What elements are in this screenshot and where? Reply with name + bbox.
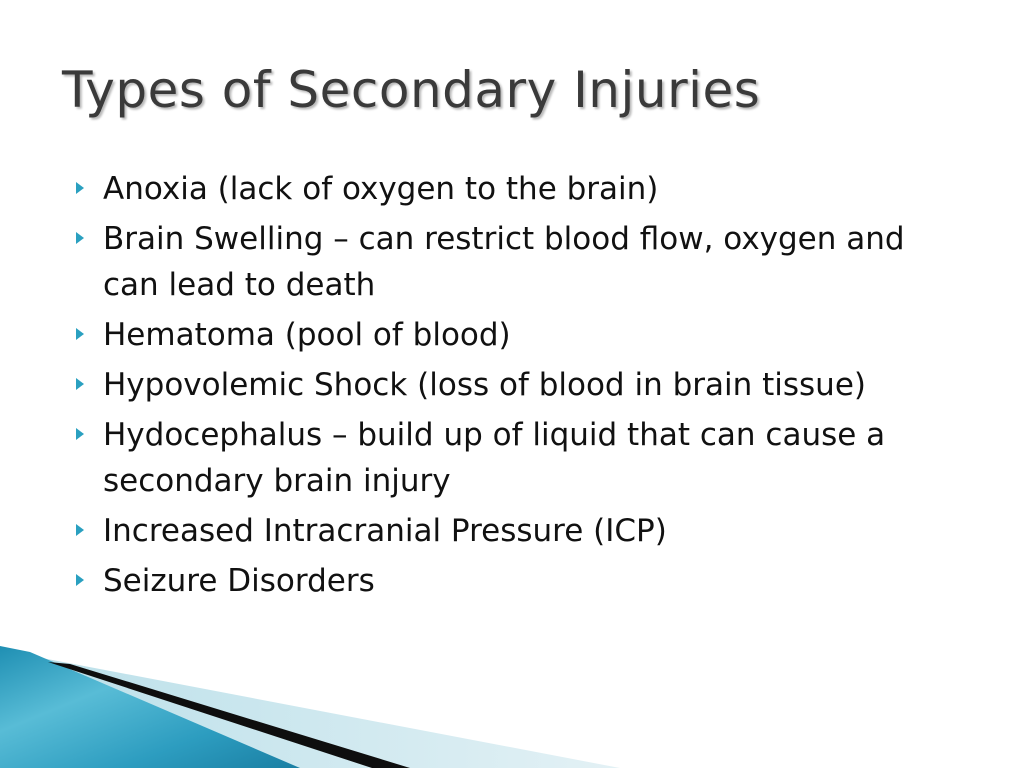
bullet-text: Hydocephalus – build up of liquid that can cause a secondary brain injury (103, 417, 886, 499)
bullet-text: Seizure Disorders (103, 563, 375, 599)
bullet-text: Brain Swelling – can restrict blood flow, oxygen and can lead to death (103, 221, 905, 303)
slide-title: Types of Secondary Injuries (62, 61, 761, 119)
bullet-text: Hypovolemic Shock (loss of blood in brain tissue) (103, 367, 866, 403)
bullet-text: Anoxia (lack of oxygen to the brain) (103, 171, 659, 207)
bullet-text: Increased Intracranial Pressure (ICP) (103, 513, 667, 549)
bullet-text: Hematoma (pool of blood) (103, 317, 511, 353)
